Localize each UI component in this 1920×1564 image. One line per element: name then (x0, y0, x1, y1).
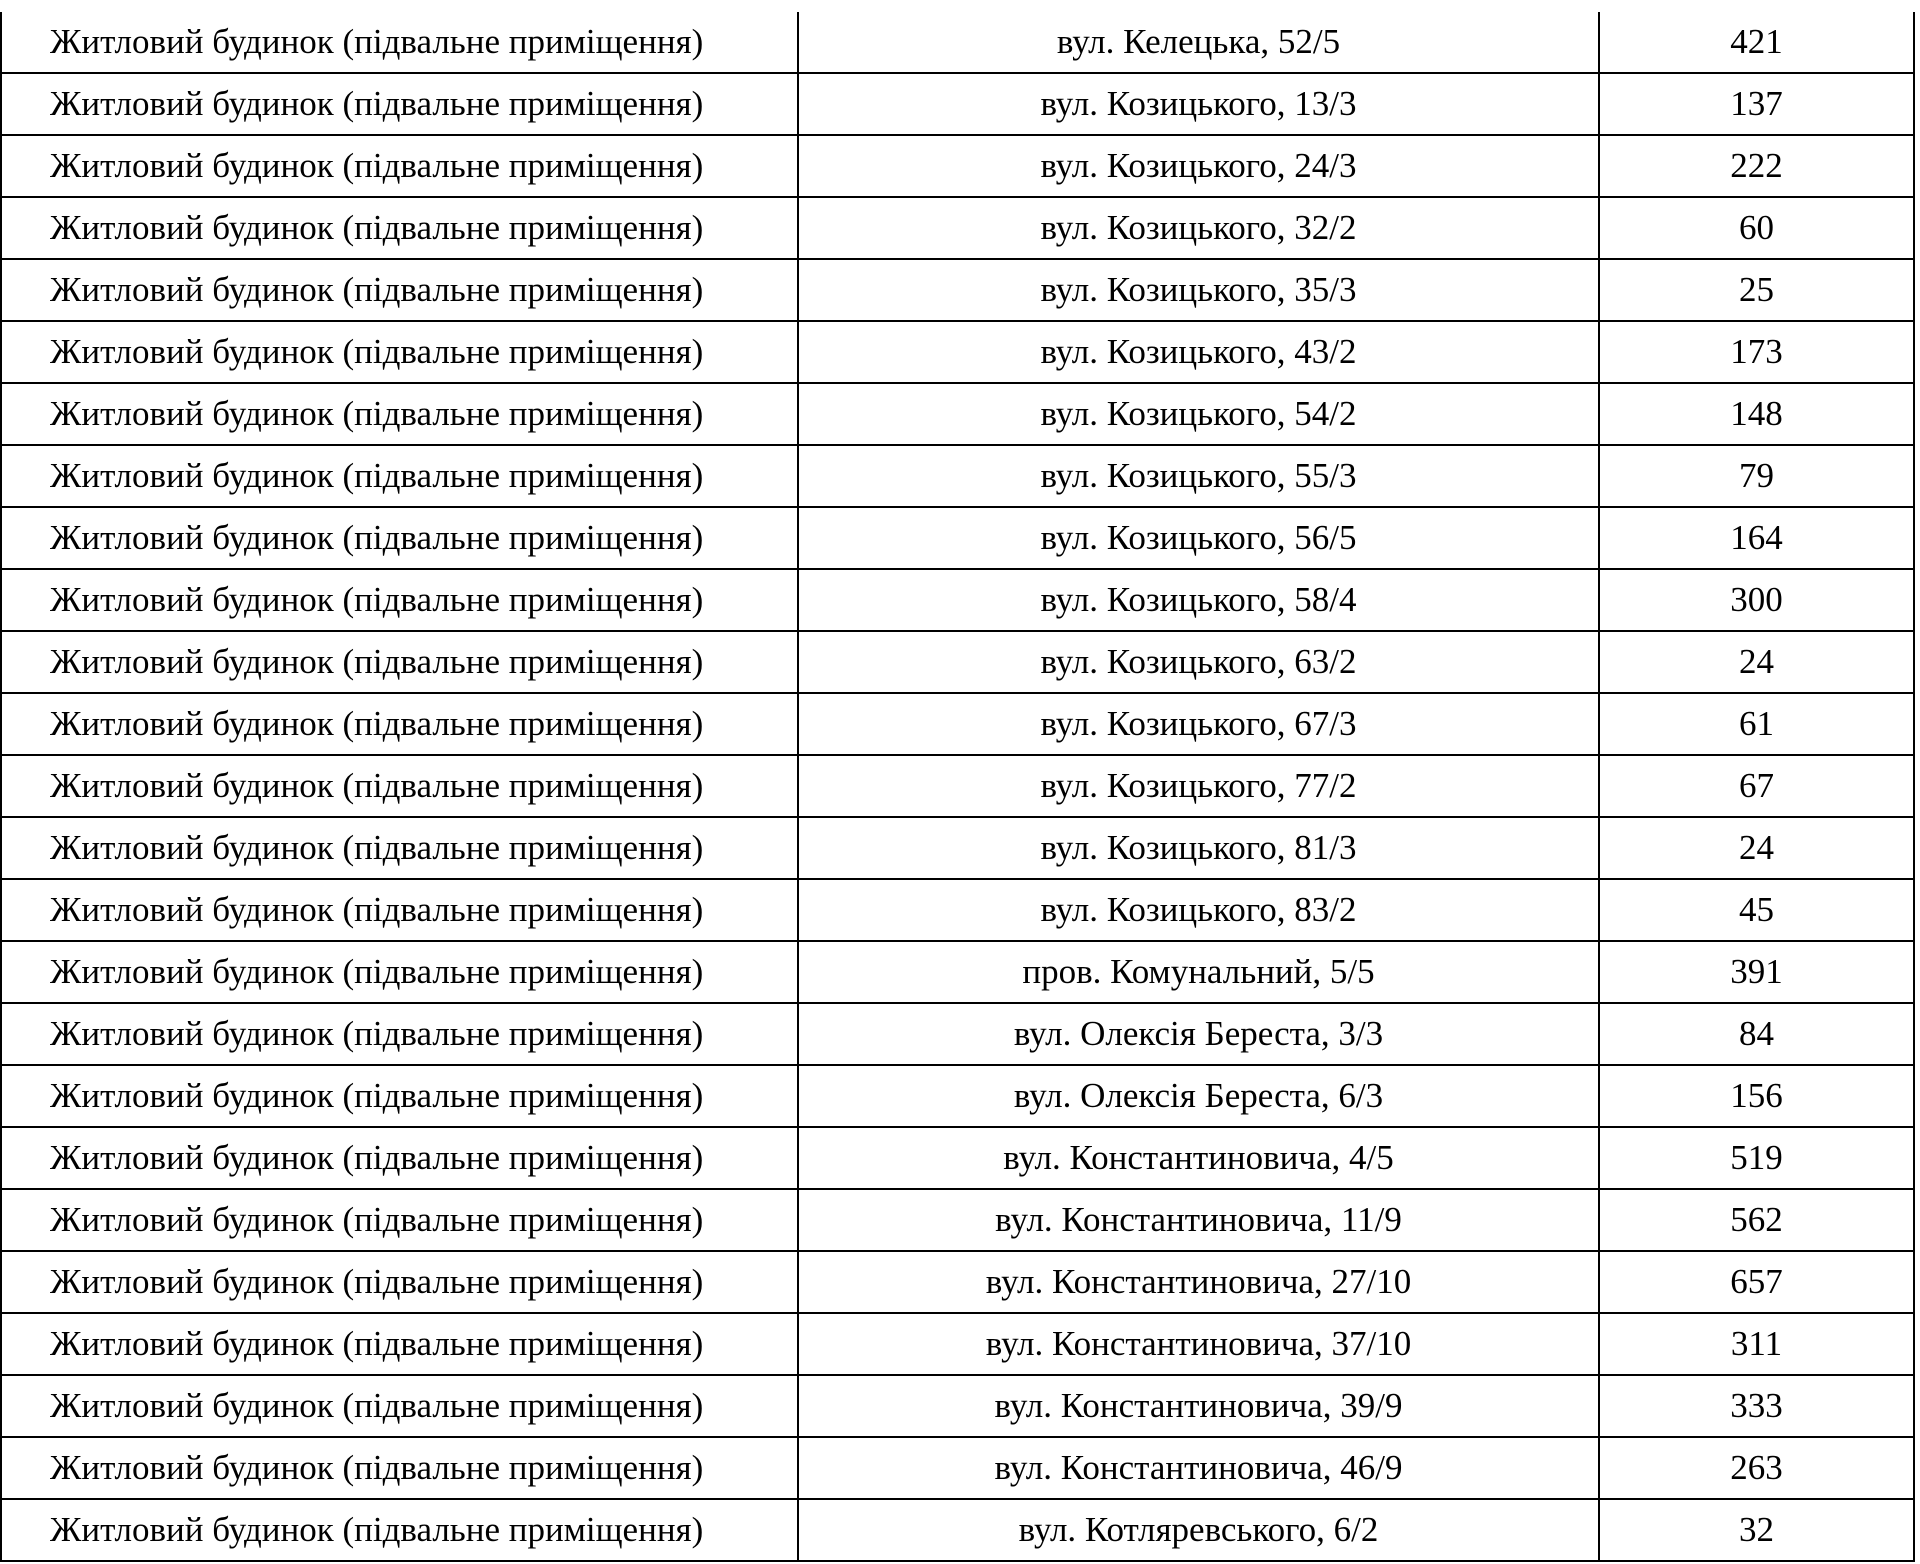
table-row (1, 1251, 1914, 1313)
object-type-cell: Житловий будинок (підвальне приміщення) (1, 569, 798, 631)
table-row (1, 73, 1914, 135)
object-type-cell: Житловий будинок (підвальне приміщення) (1, 321, 798, 383)
address-cell: вул. Козицького, 24/3 (798, 135, 1599, 197)
table-row (1, 1437, 1914, 1499)
address-cell: вул. Константиновича, 37/10 (798, 1313, 1599, 1375)
table-row (1, 755, 1914, 817)
table-row (1, 879, 1914, 941)
address-cell: вул. Козицького, 81/3 (798, 817, 1599, 879)
table-row (1, 1003, 1914, 1065)
property-table (0, 12, 1915, 1562)
table-row (1, 1375, 1914, 1437)
table-row (1, 569, 1914, 631)
address-cell: вул. Козицького, 32/2 (798, 197, 1599, 259)
table-row (1, 1189, 1914, 1251)
address-cell: вул. Келецька, 52/5 (798, 12, 1599, 73)
object-type-cell: Житловий будинок (підвальне приміщення) (1, 941, 798, 1003)
address-cell: вул. Козицького, 67/3 (798, 693, 1599, 755)
area-cell: 391 (1599, 941, 1914, 1003)
address-cell: вул. Козицького, 58/4 (798, 569, 1599, 631)
address-cell: вул. Козицького, 43/2 (798, 321, 1599, 383)
address-cell: вул. Котляревського, 6/2 (798, 1499, 1599, 1561)
area-cell: 164 (1599, 507, 1914, 569)
object-type-cell: Житловий будинок (підвальне приміщення) (1, 259, 798, 321)
table-row (1, 631, 1914, 693)
table-row (1, 321, 1914, 383)
object-type-cell: Житловий будинок (підвальне приміщення) (1, 445, 798, 507)
object-type-cell: Житловий будинок (підвальне приміщення) (1, 1065, 798, 1127)
area-cell: 61 (1599, 693, 1914, 755)
area-cell: 32 (1599, 1499, 1914, 1561)
table-row (1, 259, 1914, 321)
address-cell: вул. Козицького, 83/2 (798, 879, 1599, 941)
address-cell: вул. Козицького, 77/2 (798, 755, 1599, 817)
object-type-cell: Житловий будинок (підвальне приміщення) (1, 879, 798, 941)
area-cell: 84 (1599, 1003, 1914, 1065)
object-type-cell: Житловий будинок (підвальне приміщення) (1, 1313, 798, 1375)
address-cell: вул. Козицького, 35/3 (798, 259, 1599, 321)
object-type-cell: Житловий будинок (підвальне приміщення) (1, 197, 798, 259)
object-type-cell: Житловий будинок (підвальне приміщення) (1, 1437, 798, 1499)
object-type-cell: Житловий будинок (підвальне приміщення) (1, 631, 798, 693)
object-type-cell: Житловий будинок (підвальне приміщення) (1, 1189, 798, 1251)
address-cell: вул. Олексія Береста, 6/3 (798, 1065, 1599, 1127)
object-type-cell: Житловий будинок (підвальне приміщення) (1, 1499, 798, 1561)
object-type-cell: Житловий будинок (підвальне приміщення) (1, 1127, 798, 1189)
area-cell: 421 (1599, 12, 1914, 73)
object-type-cell: Житловий будинок (підвальне приміщення) (1, 693, 798, 755)
address-cell: вул. Олексія Береста, 3/3 (798, 1003, 1599, 1065)
address-cell: вул. Константиновича, 11/9 (798, 1189, 1599, 1251)
area-cell: 173 (1599, 321, 1914, 383)
address-cell: вул. Козицького, 56/5 (798, 507, 1599, 569)
table-row (1, 1065, 1914, 1127)
object-type-cell: Житловий будинок (підвальне приміщення) (1, 817, 798, 879)
address-cell: вул. Козицького, 63/2 (798, 631, 1599, 693)
address-cell: пров. Комунальний, 5/5 (798, 941, 1599, 1003)
area-cell: 300 (1599, 569, 1914, 631)
area-cell: 24 (1599, 817, 1914, 879)
area-cell: 24 (1599, 631, 1914, 693)
area-cell: 562 (1599, 1189, 1914, 1251)
address-cell: вул. Константиновича, 4/5 (798, 1127, 1599, 1189)
table-row (1, 383, 1914, 445)
address-cell: вул. Константиновича, 27/10 (798, 1251, 1599, 1313)
table-row (1, 693, 1914, 755)
area-cell: 60 (1599, 197, 1914, 259)
area-cell: 263 (1599, 1437, 1914, 1499)
area-cell: 25 (1599, 259, 1914, 321)
object-type-cell: Житловий будинок (підвальне приміщення) (1, 1375, 798, 1437)
area-cell: 45 (1599, 879, 1914, 941)
table-row (1, 1499, 1914, 1561)
property-table-body (1, 12, 1914, 1561)
object-type-cell: Житловий будинок (підвальне приміщення) (1, 755, 798, 817)
address-cell: вул. Козицького, 55/3 (798, 445, 1599, 507)
table-row (1, 941, 1914, 1003)
area-cell: 311 (1599, 1313, 1914, 1375)
address-cell: вул. Константиновича, 46/9 (798, 1437, 1599, 1499)
area-cell: 148 (1599, 383, 1914, 445)
area-cell: 79 (1599, 445, 1914, 507)
table-row (1, 445, 1914, 507)
object-type-cell: Житловий будинок (підвальне приміщення) (1, 73, 798, 135)
object-type-cell: Житловий будинок (підвальне приміщення) (1, 1251, 798, 1313)
address-cell: вул. Козицького, 54/2 (798, 383, 1599, 445)
area-cell: 333 (1599, 1375, 1914, 1437)
table-row (1, 197, 1914, 259)
area-cell: 156 (1599, 1065, 1914, 1127)
table-row (1, 135, 1914, 197)
object-type-cell: Житловий будинок (підвальне приміщення) (1, 135, 798, 197)
table-row (1, 817, 1914, 879)
object-type-cell: Житловий будинок (підвальне приміщення) (1, 12, 798, 73)
area-cell: 657 (1599, 1251, 1914, 1313)
address-cell: вул. Козицького, 13/3 (798, 73, 1599, 135)
address-cell: вул. Константиновича, 39/9 (798, 1375, 1599, 1437)
table-row (1, 12, 1914, 73)
object-type-cell: Житловий будинок (підвальне приміщення) (1, 383, 798, 445)
area-cell: 519 (1599, 1127, 1914, 1189)
object-type-cell: Житловий будинок (підвальне приміщення) (1, 507, 798, 569)
table-row (1, 507, 1914, 569)
area-cell: 222 (1599, 135, 1914, 197)
table-row (1, 1127, 1914, 1189)
area-cell: 137 (1599, 73, 1914, 135)
object-type-cell: Житловий будинок (підвальне приміщення) (1, 1003, 798, 1065)
area-cell: 67 (1599, 755, 1914, 817)
table-row (1, 1313, 1914, 1375)
